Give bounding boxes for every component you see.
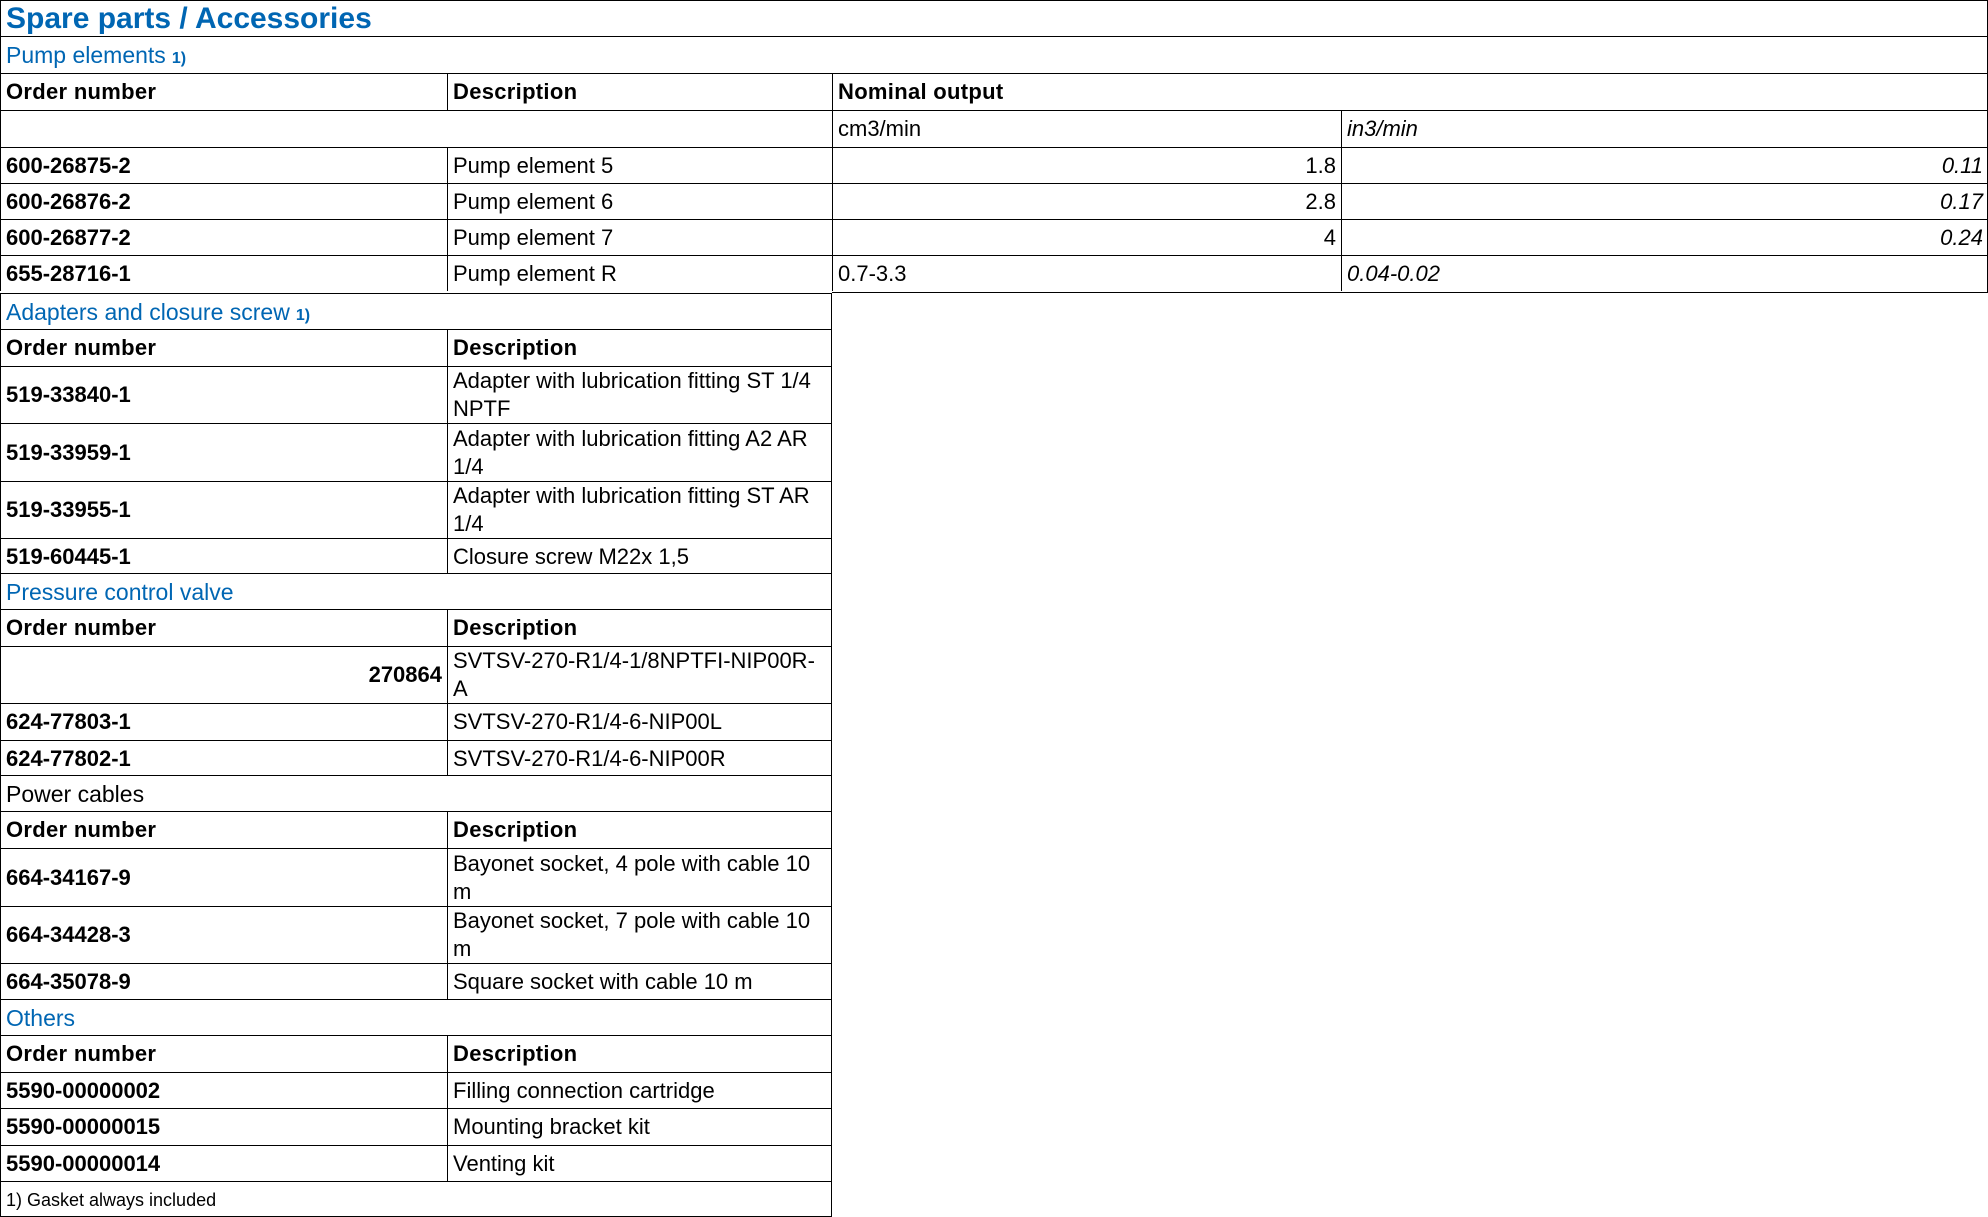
description: Closure screw M22x 1,5 <box>447 538 832 574</box>
header-order-number: Order number <box>0 1035 447 1072</box>
order-number: 5590-00000002 <box>0 1072 447 1108</box>
section-heading: Pressure control valve <box>6 578 234 605</box>
unit-metric: cm3/min <box>832 110 1341 147</box>
output-imperial: 0.11 <box>1341 147 1988 183</box>
header-description: Description <box>447 73 832 110</box>
order-number: 519-33955-1 <box>0 481 447 538</box>
description: Mounting bracket kit <box>447 1108 832 1145</box>
order-number: 519-33840-1 <box>0 366 447 423</box>
header-description: Description <box>447 811 832 848</box>
header-description: Description <box>447 329 832 366</box>
description: Pump element R <box>447 255 832 291</box>
description: Bayonet socket, 7 pole with cable 10 m <box>447 906 832 963</box>
output-imperial: 0.17 <box>1341 183 1988 219</box>
description: Pump element 7 <box>447 219 832 255</box>
section-power-cables <box>0 775 832 811</box>
section-heading: Others <box>6 1004 76 1031</box>
section-pressure-control-valve <box>0 573 832 609</box>
header-nominal-output: Nominal output <box>832 73 1988 110</box>
order-number: 664-35078-9 <box>0 963 447 1000</box>
header-description: Description <box>447 1035 832 1072</box>
description: Pump element 5 <box>447 147 832 183</box>
order-number: 5590-00000015 <box>0 1108 447 1145</box>
section-heading: Power cables <box>6 780 145 807</box>
unit-row-blank <box>0 110 832 147</box>
description: Venting kit <box>447 1145 832 1181</box>
order-number: 519-33959-1 <box>0 423 447 481</box>
description: SVTSV-270-R1/4-1/8NPTFI-NIP00R-A <box>447 646 832 703</box>
description: SVTSV-270-R1/4-6-NIP00L <box>447 703 832 740</box>
description: Square socket with cable 10 m <box>447 963 832 1000</box>
section-adapters <box>0 293 832 329</box>
output-imperial: 0.24 <box>1341 219 1988 255</box>
order-number: 600-26876-2 <box>0 183 447 219</box>
description: Adapter with lubrication fitting ST AR 1/4 <box>447 481 832 538</box>
order-number: 519-60445-1 <box>0 538 447 574</box>
page-title: Spare parts / Accessories <box>0 0 1988 36</box>
footnote-marker: 1) <box>295 306 311 324</box>
section-heading: Pump elements <box>6 42 166 68</box>
order-number: 664-34428-3 <box>0 906 447 963</box>
header-order-number: Order number <box>0 329 447 366</box>
header-order-number: Order number <box>0 73 447 110</box>
order-number: 664-34167-9 <box>0 848 447 906</box>
header-order-number: Order number <box>0 609 447 646</box>
section-heading: Adapters and closure screw <box>6 298 290 325</box>
output-metric: 4 <box>832 219 1341 255</box>
header-order-number: Order number <box>0 811 447 848</box>
output-metric: 0.7-3.3 <box>832 255 1341 291</box>
order-number: 270864 <box>0 646 447 703</box>
output-metric: 2.8 <box>832 183 1341 219</box>
order-number: 600-26877-2 <box>0 219 447 255</box>
output-metric: 1.8 <box>832 147 1341 183</box>
description: Pump element 6 <box>447 183 832 219</box>
order-number: 624-77803-1 <box>0 703 447 740</box>
grid-line <box>832 292 1988 293</box>
description: Filling connection cartridge <box>447 1072 832 1108</box>
order-number: 655-28716-1 <box>0 255 447 291</box>
section-pump-elements <box>0 36 1988 73</box>
footnote: 1) Gasket always included <box>0 1181 832 1217</box>
description: Adapter with lubrication fitting A2 AR 1/4 <box>447 423 832 481</box>
order-number: 600-26875-2 <box>0 147 447 183</box>
header-description: Description <box>447 609 832 646</box>
description: SVTSV-270-R1/4-6-NIP00R <box>447 740 832 776</box>
output-imperial: 0.04-0.02 <box>1341 255 1988 291</box>
grid-line <box>831 293 832 1217</box>
order-number: 624-77802-1 <box>0 740 447 776</box>
section-others <box>0 999 832 1035</box>
description: Adapter with lubrication fitting ST 1/4 NPTF <box>447 366 832 423</box>
unit-imperial: in3/min <box>1341 110 1988 147</box>
description: Bayonet socket, 4 pole with cable 10 m <box>447 848 832 906</box>
footnote-marker: 1) <box>171 50 187 67</box>
order-number: 5590-00000014 <box>0 1145 447 1181</box>
